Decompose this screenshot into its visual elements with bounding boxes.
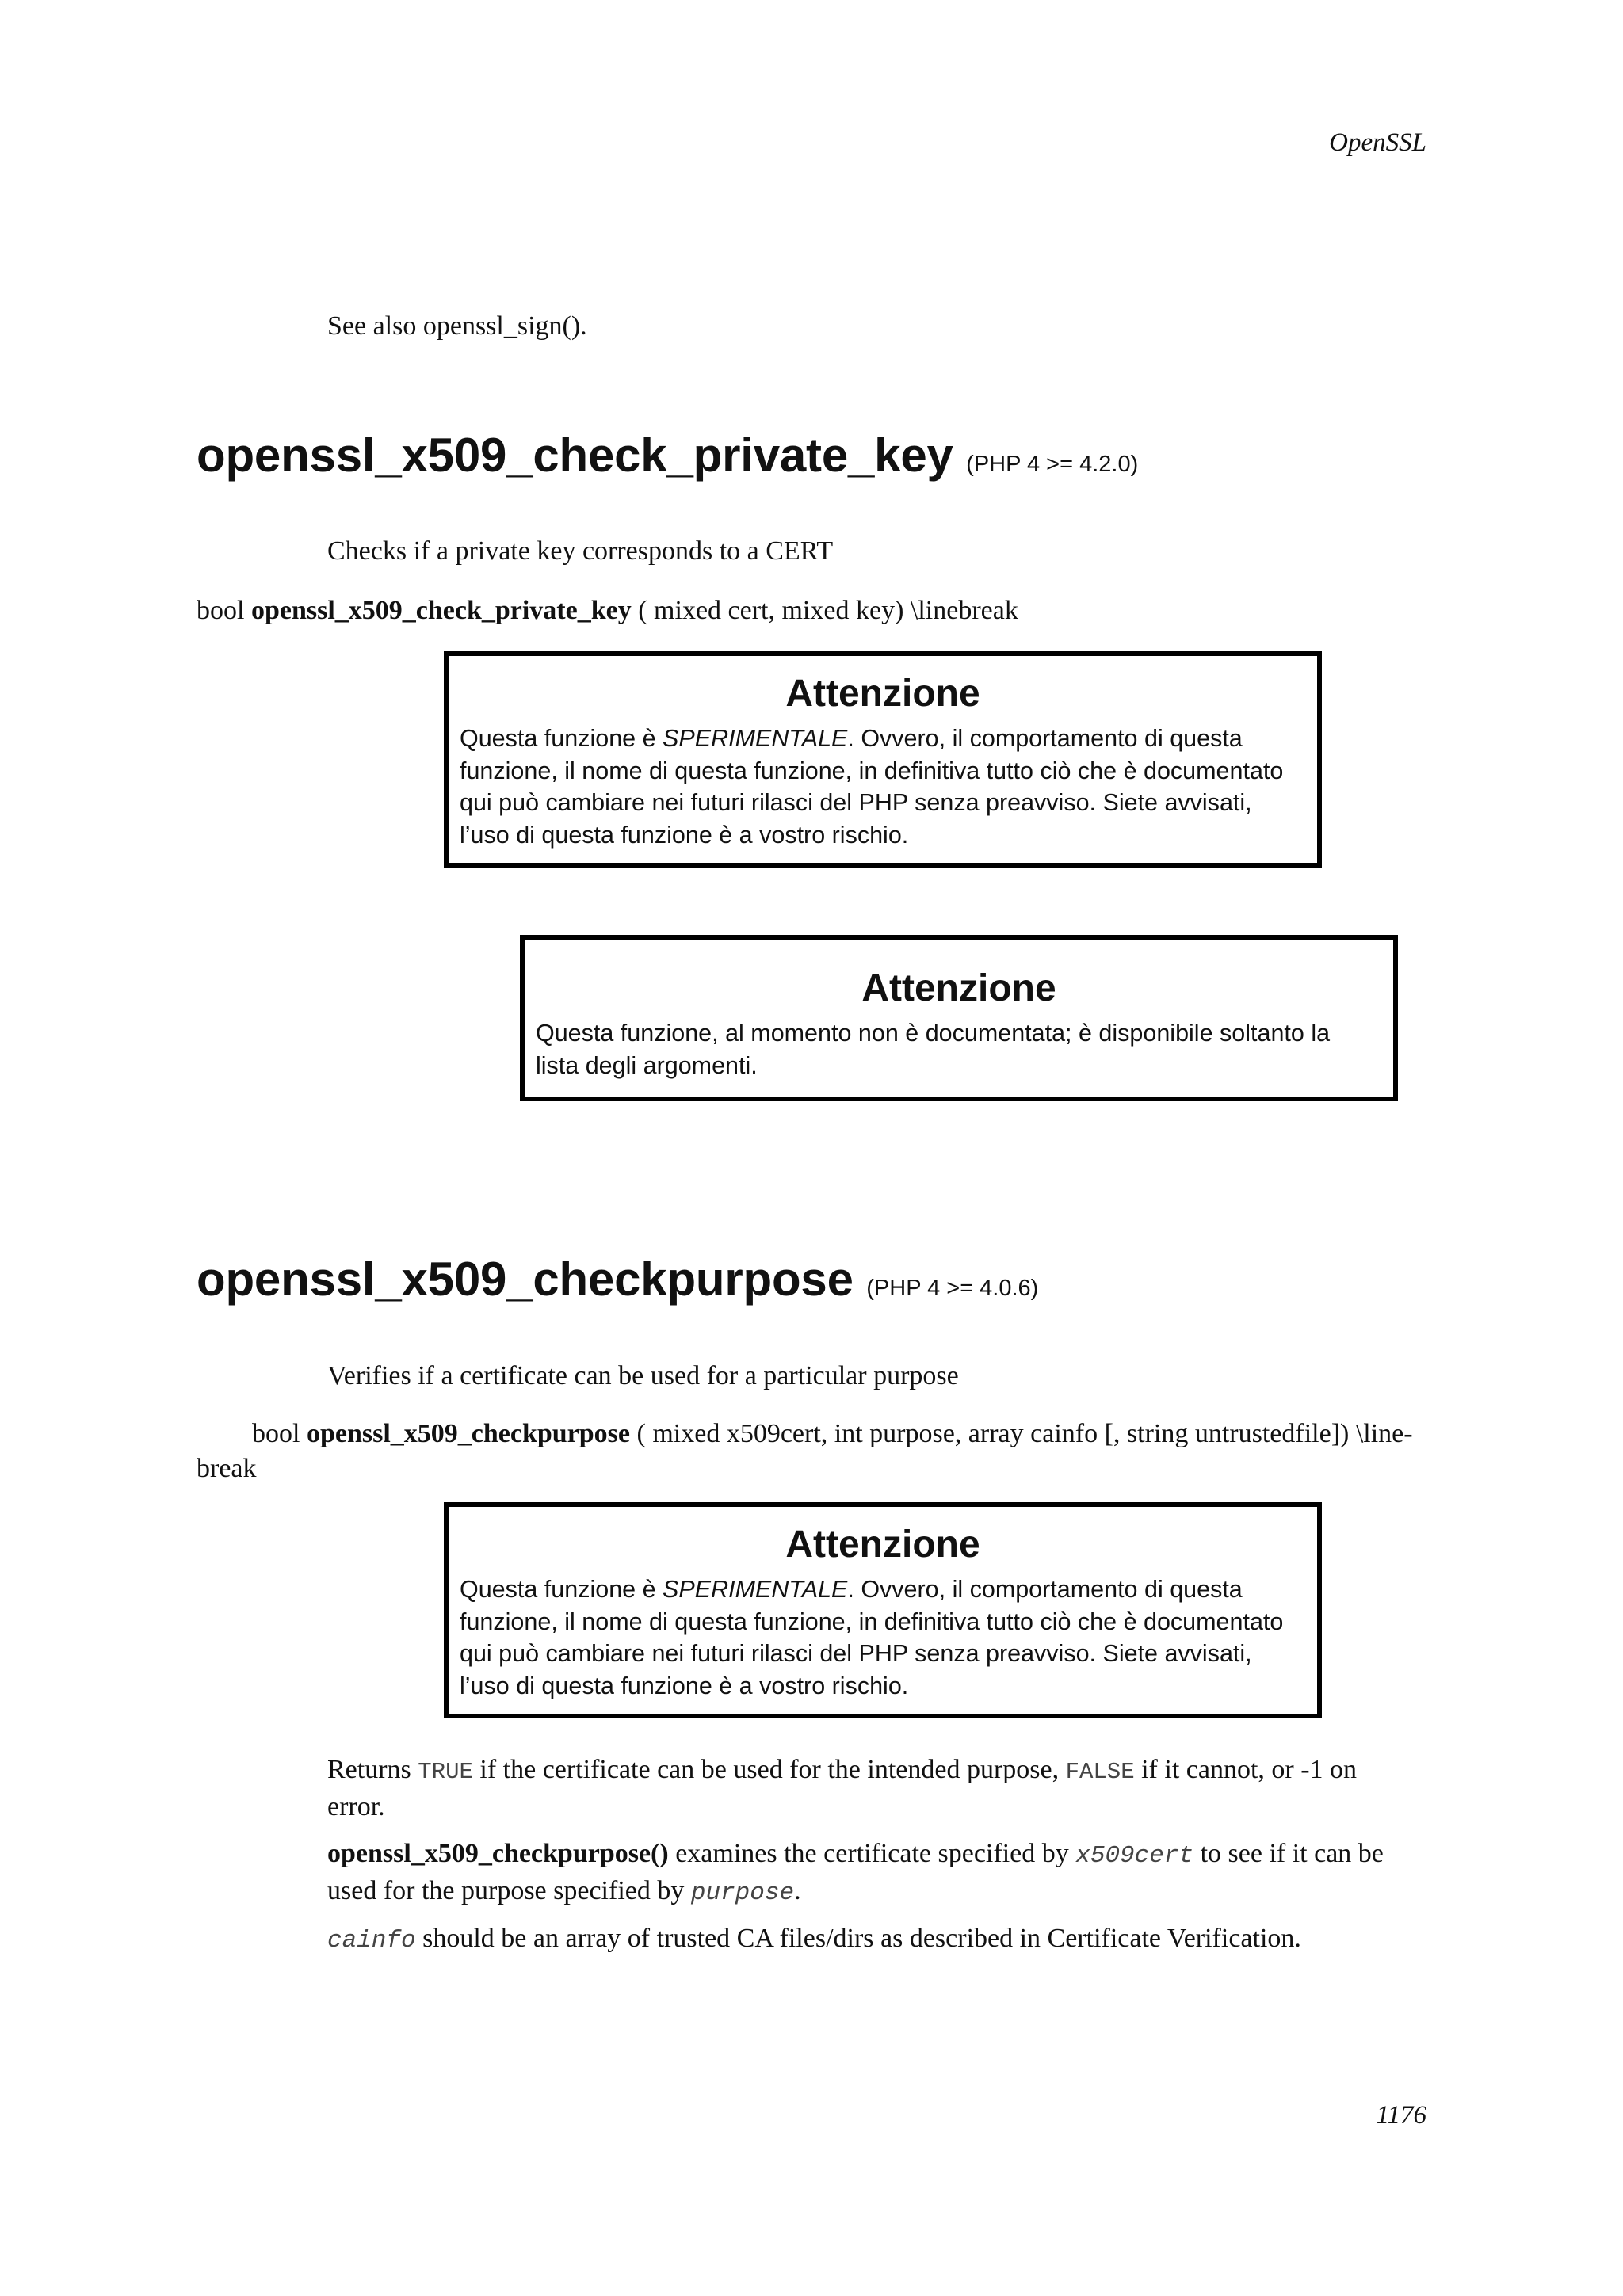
warning-emphasis: SPERIMENTALE <box>663 725 848 752</box>
returns-paragraph <box>327 1753 1437 1825</box>
constant-true: TRUE <box>418 1759 473 1785</box>
return-type: bool <box>197 596 245 625</box>
version-note: (PHP 4 >= 4.2.0) <box>966 452 1139 477</box>
warning-box-experimental <box>444 651 1322 868</box>
warning-title: Attenzione <box>785 1524 980 1566</box>
synopsis-function-name: openssl_x509_checkpurpose <box>306 1419 631 1448</box>
see-also-text: See also openssl_sign(). <box>327 311 587 341</box>
synopsis-params: ( mixed cert, mixed key) \linebreak <box>638 596 1018 625</box>
cainfo-paragraph <box>327 1921 1437 1958</box>
body-text: Returns <box>327 1755 418 1784</box>
warning-text: funzione, il nome di questa funzione, in definitiva tutto ciò che è documentato <box>460 1608 1284 1635</box>
body-text: used for the purpose specified by <box>327 1876 691 1905</box>
section-heading-checkpurpose <box>197 1252 1038 1316</box>
warning-text: qui può cambiare nei futuri rilasci del PHP senza preavviso. Siete avvisati, <box>460 1640 1252 1667</box>
warning-title: Attenzione <box>785 673 980 715</box>
body-text: if it cannot, or -1 on <box>1134 1755 1358 1784</box>
body-text: . <box>794 1876 801 1905</box>
warning-emphasis: SPERIMENTALE <box>663 1576 848 1603</box>
synopsis-function-name: openssl_x509_check_private_key <box>250 596 632 625</box>
warning-text: qui può cambiare nei futuri rilasci del PHP senza preavviso. Siete avvisati, <box>460 789 1252 816</box>
section-heading-check-private-key <box>197 428 1138 492</box>
warning-body <box>449 716 1317 851</box>
warning-body <box>525 1011 1393 1081</box>
body-text: should be an array of trusted CA files/dirs as described in Certificate Verification. <box>415 1924 1301 1953</box>
warning-text: l’uso di questa funzione è a vostro rischio. <box>460 1672 909 1699</box>
body-text: if the certificate can be used for the intended purpose, <box>472 1755 1066 1784</box>
function-name-heading: openssl_x509_checkpurpose <box>197 1253 854 1306</box>
function-name-heading: openssl_x509_check_private_key <box>197 429 953 482</box>
warning-text: . Ovvero, il comportamento di questa <box>847 1576 1243 1603</box>
warning-text: l’uso di questa funzione è a vostro rischio. <box>460 821 909 849</box>
parameter-reference: x509cert <box>1075 1842 1194 1870</box>
constant-false: FALSE <box>1065 1759 1135 1785</box>
synopsis-params: ( mixed x509cert, int purpose, array cainfo [, string untrustedfile]) \line- <box>636 1419 1413 1448</box>
warning-text: Questa funzione, al momento non è documentata; è disponibile soltanto la <box>536 1020 1331 1047</box>
function-purpose: Verifies if a certificate can be used for a particular purpose <box>327 1361 959 1390</box>
body-text: to see if it can be <box>1193 1839 1384 1868</box>
function-synopsis <box>197 1417 1433 1486</box>
warning-title: Attenzione <box>861 967 1056 1009</box>
warning-box-undocumented <box>520 935 1398 1101</box>
warning-box-experimental <box>444 1502 1322 1718</box>
body-text: examines the certificate specified by <box>668 1839 1076 1868</box>
warning-text: Questa funzione è <box>460 725 663 752</box>
examines-paragraph <box>327 1836 1437 1911</box>
warning-text: lista degli argomenti. <box>536 1051 758 1079</box>
body-text: error. <box>327 1792 385 1821</box>
warning-body <box>449 1567 1317 1702</box>
function-purpose: Checks if a private key corresponds to a CERT <box>327 536 834 566</box>
parameter-reference: purpose <box>690 1879 795 1907</box>
warning-text: funzione, il nome di questa funzione, in definitiva tutto ciò che è documentato <box>460 757 1284 784</box>
return-type: bool <box>252 1419 300 1448</box>
parameter-reference: cainfo <box>327 1927 416 1955</box>
function-synopsis <box>197 593 1433 628</box>
running-head-title: OpenSSL <box>1329 128 1426 157</box>
function-reference: openssl_x509_checkpurpose() <box>327 1839 669 1868</box>
warning-text: Questa funzione è <box>460 1576 663 1603</box>
warning-text: . Ovvero, il comportamento di questa <box>847 725 1243 752</box>
page-number: 1176 <box>1376 2101 1426 2130</box>
version-note: (PHP 4 >= 4.0.6) <box>866 1276 1039 1301</box>
synopsis-params-continued: break <box>197 1454 257 1483</box>
